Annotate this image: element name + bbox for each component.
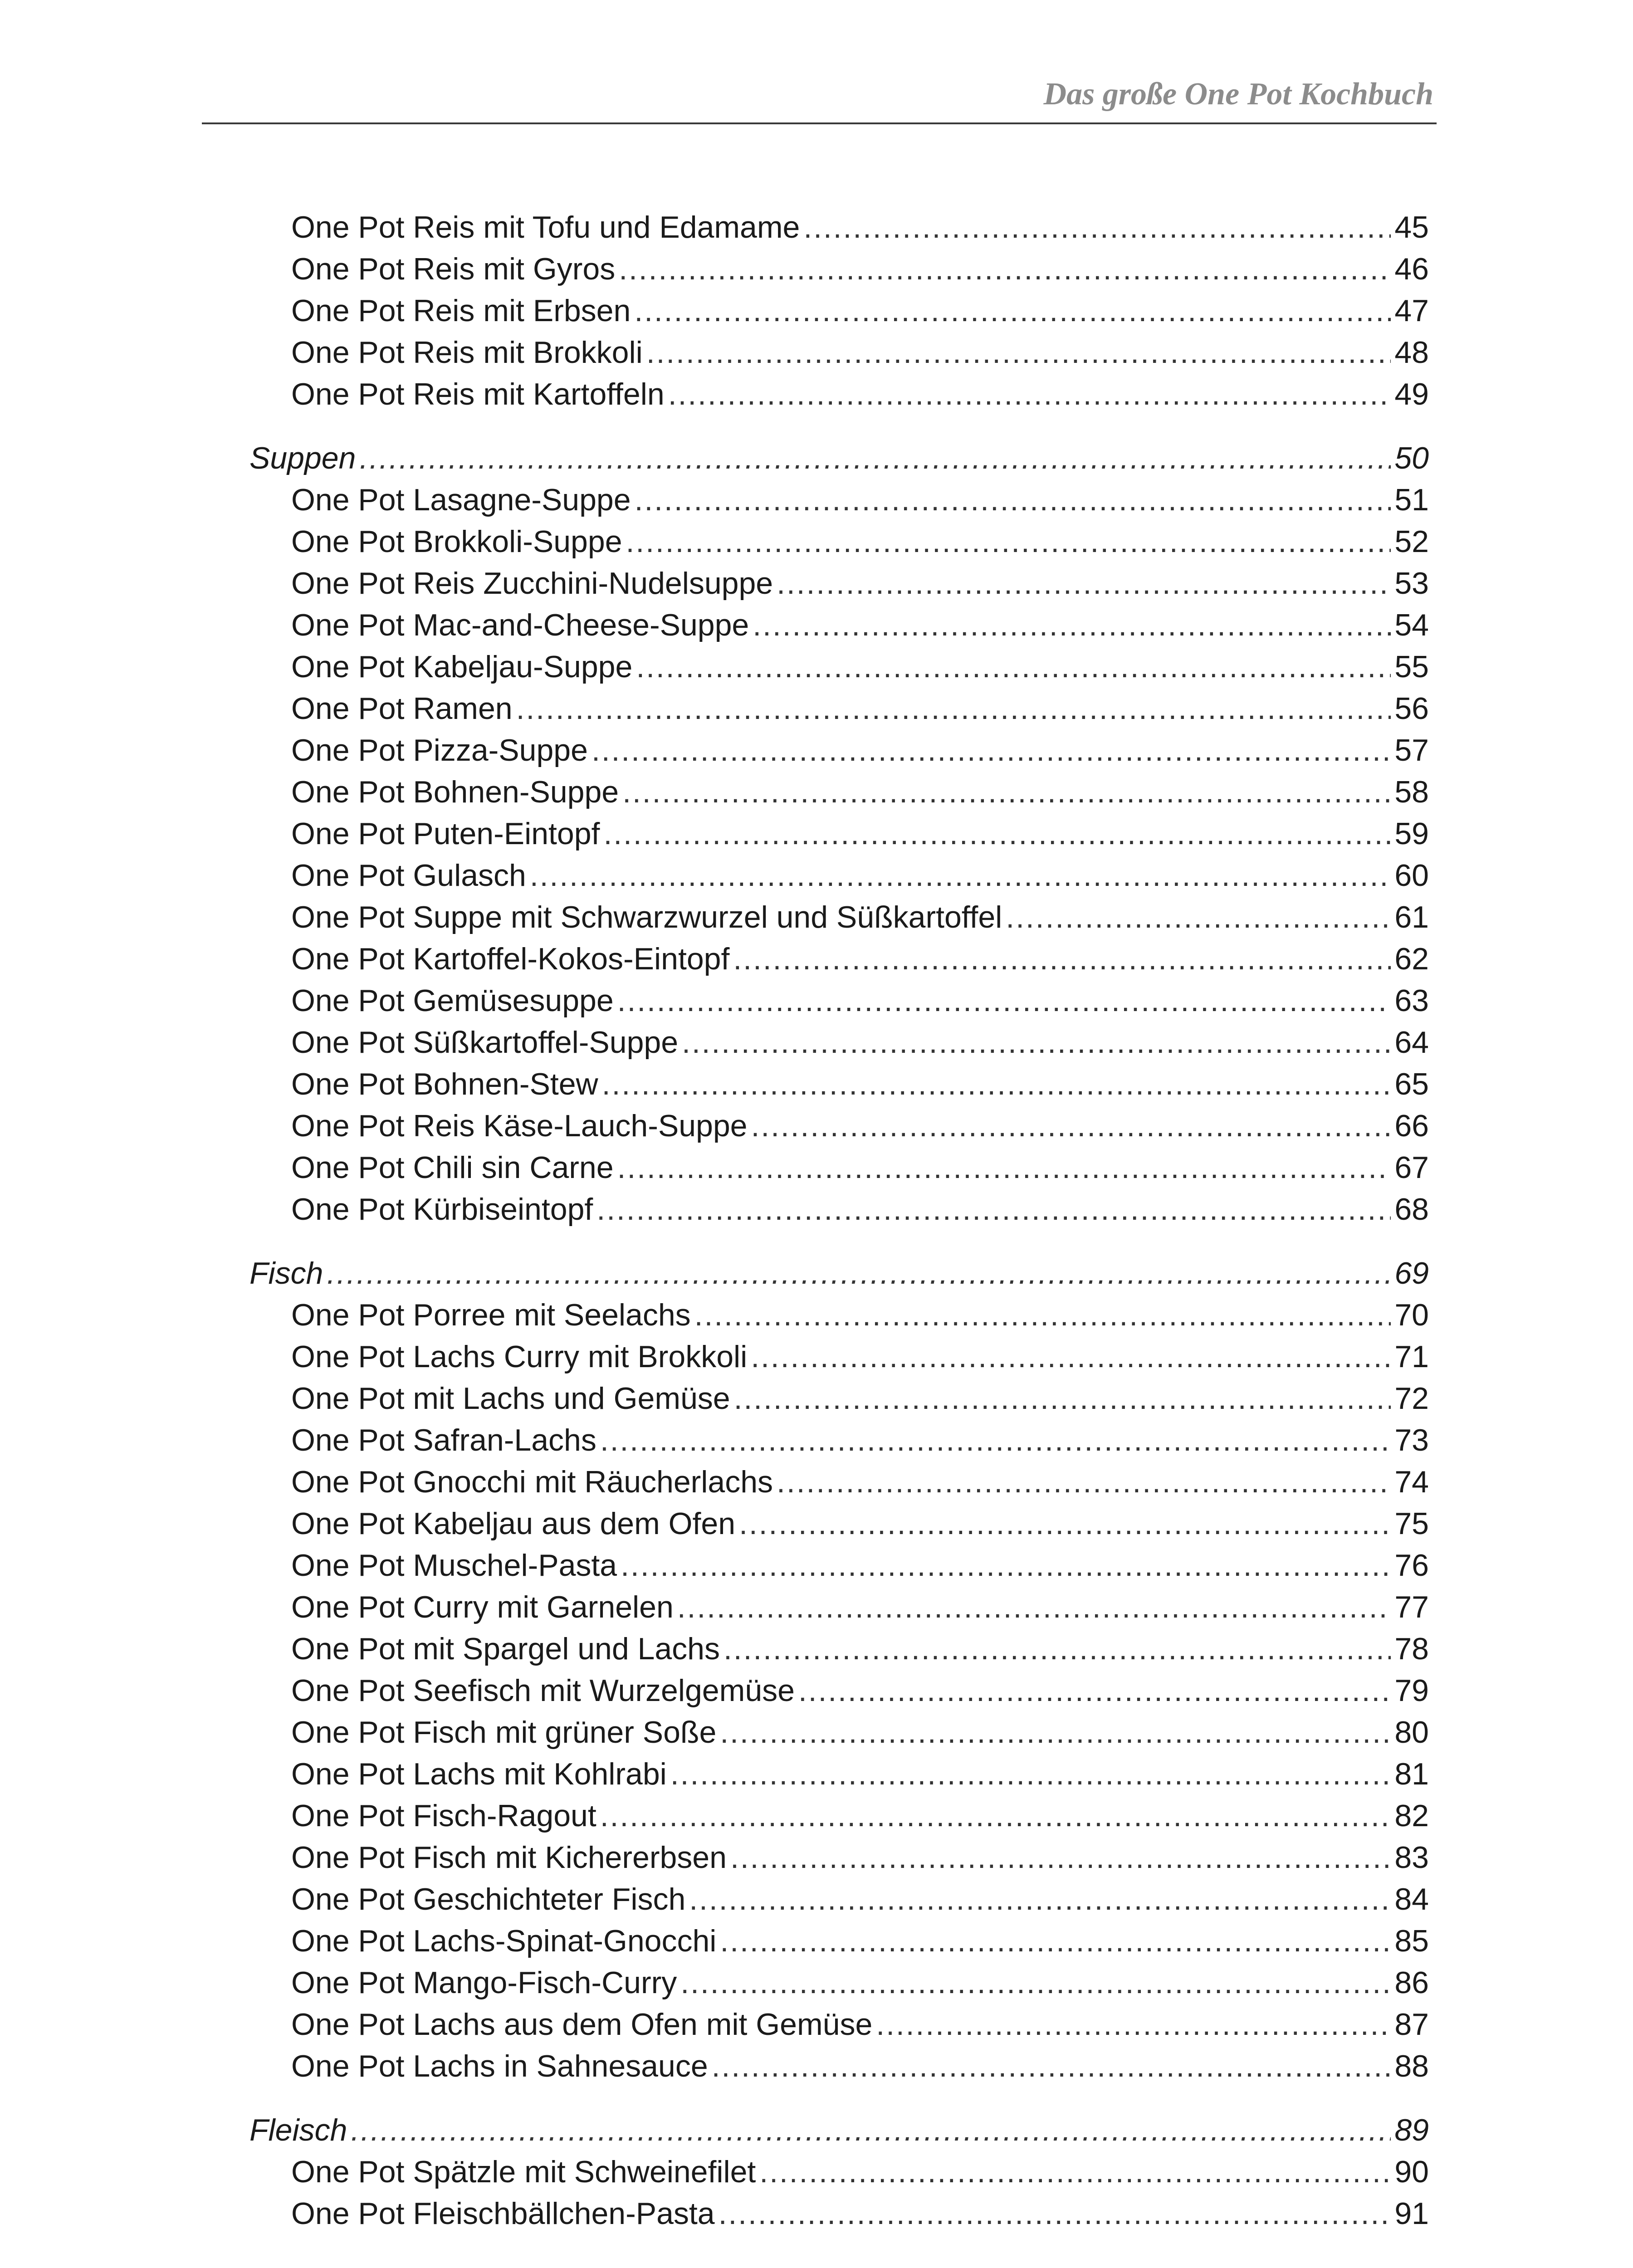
dot-leader	[682, 1022, 1391, 1063]
toc-entry-label: One Pot Fleischbällchen-Pasta	[291, 2196, 715, 2231]
toc-entry-label: One Pot mit Spargel und Lachs	[291, 1632, 720, 1666]
toc-page-number: 75	[1394, 1506, 1429, 1541]
toc-entry-row	[249, 1545, 1429, 1586]
toc-entry-label: One Pot Lachs aus dem Ofen mit Gemüse	[291, 2007, 873, 2042]
toc-entry-label: One Pot Porree mit Seelachs	[291, 1298, 691, 1332]
dot-leader	[712, 2045, 1391, 2087]
toc-entry-label: One Pot Chili sin Carne	[291, 1150, 614, 1185]
toc-section-label: Fleisch	[249, 2113, 347, 2147]
dot-leader	[670, 1753, 1391, 1795]
toc-entry-row	[249, 1188, 1429, 1230]
toc-entry-row	[249, 771, 1429, 813]
toc-entry-row	[249, 1586, 1429, 1628]
dot-leader	[1006, 896, 1391, 938]
toc-entry-label: One Pot Pizza-Suppe	[291, 733, 588, 767]
toc-entry-label: One Pot Reis Käse-Lauch-Suppe	[291, 1109, 748, 1143]
dot-leader	[751, 1336, 1391, 1378]
dot-leader	[777, 562, 1391, 604]
toc-page-number: 77	[1394, 1590, 1429, 1624]
toc-page-number: 53	[1394, 566, 1429, 601]
toc-entry-label: One Pot Lachs Curry mit Brokkoli	[291, 1339, 748, 1374]
toc-page-number: 71	[1394, 1339, 1429, 1374]
toc-page-number: 48	[1394, 335, 1429, 370]
toc-entry-row	[249, 1503, 1429, 1545]
toc-entry-row	[249, 248, 1429, 290]
toc-entry-label: One Pot mit Lachs und Gemüse	[291, 1381, 730, 1416]
toc-entry-row	[249, 2193, 1429, 2234]
dot-leader	[680, 1962, 1391, 2004]
toc-entry-label: One Pot Reis mit Tofu und Edamame	[291, 210, 800, 244]
dot-leader	[635, 479, 1391, 521]
running-header-title: Das große One Pot Kochbuch	[1043, 77, 1433, 112]
toc-entry-label: One Pot Gemüsesuppe	[291, 983, 614, 1018]
dot-leader	[694, 1294, 1391, 1336]
toc-entry-label: One Pot Reis mit Gyros	[291, 252, 616, 286]
toc-entry-row	[249, 562, 1429, 604]
toc-page-number: 78	[1394, 1632, 1429, 1666]
toc-page-number: 68	[1394, 1192, 1429, 1227]
toc-page-number: 50	[1394, 441, 1429, 475]
dot-leader	[351, 2109, 1391, 2151]
toc-entry-label: One Pot Bohnen-Suppe	[291, 775, 619, 809]
toc-entry-row	[249, 2151, 1429, 2193]
toc-page-number: 58	[1394, 775, 1429, 809]
toc-entry-row	[249, 290, 1429, 332]
dot-leader	[359, 437, 1391, 479]
dot-leader	[530, 855, 1391, 896]
toc-page-number: 72	[1394, 1381, 1429, 1416]
toc-entry-label: One Pot Reis mit Kartoffeln	[291, 377, 665, 411]
toc-entry-row	[249, 479, 1429, 521]
toc-entry-label: One Pot Reis Zucchini-Nudelsuppe	[291, 566, 773, 601]
toc-page-number: 79	[1394, 1673, 1429, 1708]
toc-entry-row	[249, 1711, 1429, 1753]
dot-leader	[730, 1837, 1391, 1878]
toc-entry-row	[249, 1920, 1429, 1962]
toc-entry-label: One Pot Ramen	[291, 691, 513, 726]
dot-leader	[600, 1419, 1391, 1461]
toc-page-number: 59	[1394, 816, 1429, 851]
dot-leader	[720, 1711, 1391, 1753]
toc-entry-row	[249, 1628, 1429, 1670]
toc-page-number: 65	[1394, 1067, 1429, 1101]
toc-entry-label: One Pot Safran-Lachs	[291, 1423, 596, 1457]
toc-entry-row	[249, 1670, 1429, 1711]
toc-entry-label: One Pot Lasagne-Suppe	[291, 483, 631, 517]
toc-section-label: Suppen	[249, 441, 356, 475]
toc-page-number: 74	[1394, 1465, 1429, 1499]
toc-entry-row	[249, 1147, 1429, 1188]
toc-entry-row	[249, 2045, 1429, 2087]
toc-page-number: 62	[1394, 942, 1429, 976]
dot-leader	[626, 521, 1391, 562]
toc-page-number: 52	[1394, 524, 1429, 559]
toc-page-number: 55	[1394, 650, 1429, 684]
toc-page-number: 85	[1394, 1924, 1429, 1958]
dot-leader	[596, 1188, 1391, 1230]
dot-leader	[753, 604, 1391, 646]
dot-leader	[617, 980, 1391, 1022]
toc-entry-label: One Pot Fisch-Ragout	[291, 1799, 596, 1833]
toc-entry-label: One Pot Mango-Fisch-Curry	[291, 1965, 677, 2000]
toc-entry-label: One Pot Gulasch	[291, 858, 526, 893]
dot-leader	[603, 813, 1391, 855]
dot-leader	[798, 1670, 1391, 1711]
toc-entry-label: One Pot Bohnen-Stew	[291, 1067, 598, 1101]
toc-entry-row	[249, 1753, 1429, 1795]
toc-page-number: 63	[1394, 983, 1429, 1018]
toc-entry-row	[249, 1063, 1429, 1105]
toc-entry-label: One Pot Kürbiseintopf	[291, 1192, 593, 1227]
dot-leader	[733, 938, 1391, 980]
toc-page-number: 70	[1394, 1298, 1429, 1332]
dot-leader	[759, 2151, 1391, 2193]
toc-page-number: 57	[1394, 733, 1429, 767]
dot-leader	[734, 1378, 1391, 1419]
toc-entry-row	[249, 373, 1429, 415]
toc-page-number: 88	[1394, 2049, 1429, 2083]
dot-leader	[621, 1545, 1391, 1586]
toc-page-number: 81	[1394, 1757, 1429, 1791]
toc-entry-row	[249, 1105, 1429, 1147]
dot-leader	[777, 1461, 1391, 1503]
toc-entry-label: One Pot Muschel-Pasta	[291, 1548, 617, 1583]
dot-leader	[592, 729, 1391, 771]
toc-page-number: 90	[1394, 2155, 1429, 2189]
toc-entry-label: One Pot Kabeljau-Suppe	[291, 650, 633, 684]
toc-entry-label: One Pot Suppe mit Schwarzwurzel und Süßkartoffel	[291, 900, 1002, 934]
toc-page-number: 82	[1394, 1799, 1429, 1833]
toc-section-row	[249, 2109, 1429, 2151]
toc-entry-row	[249, 1336, 1429, 1378]
toc-page-number: 69	[1394, 1256, 1429, 1290]
toc-entry-row	[249, 688, 1429, 729]
toc-entry-row	[249, 855, 1429, 896]
toc-page-number: 51	[1394, 483, 1429, 517]
toc-entry-row	[249, 332, 1429, 373]
toc-entry-label: One Pot Mac-and-Cheese-Suppe	[291, 608, 749, 642]
toc-page-number: 47	[1394, 293, 1429, 328]
toc-page-number: 60	[1394, 858, 1429, 893]
toc-page-number: 61	[1394, 900, 1429, 934]
toc-entry-row	[249, 1795, 1429, 1837]
toc-entry-label: One Pot Puten-Eintopf	[291, 816, 600, 851]
dot-leader	[677, 1586, 1391, 1628]
toc-page-number: 76	[1394, 1548, 1429, 1583]
toc-page-number: 66	[1394, 1109, 1429, 1143]
toc-entry-row	[249, 813, 1429, 855]
toc-entry-row	[249, 980, 1429, 1022]
toc-page-number: 89	[1394, 2113, 1429, 2147]
toc-page-number: 86	[1394, 1965, 1429, 2000]
dot-leader	[739, 1503, 1391, 1545]
dot-leader	[622, 771, 1391, 813]
dot-leader	[327, 1252, 1391, 1294]
toc-entry-label: One Pot Spätzle mit Schweinefilet	[291, 2155, 756, 2189]
toc-page-number: 73	[1394, 1423, 1429, 1457]
toc-entry-row	[249, 1378, 1429, 1419]
dot-leader	[751, 1105, 1391, 1147]
toc-page-number: 84	[1394, 1882, 1429, 1916]
toc-entry-row	[249, 1294, 1429, 1336]
toc-page-number: 46	[1394, 252, 1429, 286]
dot-leader	[516, 688, 1391, 729]
toc-entry-label: One Pot Fisch mit grüner Soße	[291, 1715, 717, 1750]
toc-entry-label: One Pot Kabeljau aus dem Ofen	[291, 1506, 736, 1541]
toc-entry-row	[249, 206, 1429, 248]
dot-leader	[634, 290, 1391, 332]
dot-leader	[619, 248, 1391, 290]
dot-leader	[646, 332, 1391, 373]
dot-leader	[600, 1795, 1391, 1837]
toc-entry-row	[249, 938, 1429, 980]
header-rule	[202, 122, 1437, 124]
toc-entry-row	[249, 521, 1429, 562]
toc-section-label: Fisch	[249, 1256, 323, 1290]
dot-leader	[636, 646, 1391, 688]
toc-entry-label: One Pot Seefisch mit Wurzelgemüse	[291, 1673, 795, 1708]
dot-leader	[689, 1878, 1391, 1920]
toc-entry-label: One Pot Gnocchi mit Räucherlachs	[291, 1465, 773, 1499]
toc-page-number: 49	[1394, 377, 1429, 411]
dot-leader	[719, 2193, 1391, 2234]
toc-entry-label: One Pot Lachs-Spinat-Gnocchi	[291, 1924, 717, 1958]
toc-entry-label: One Pot Fisch mit Kichererbsen	[291, 1840, 727, 1875]
toc-entry-row	[249, 604, 1429, 646]
toc-page-number: 91	[1394, 2196, 1429, 2231]
toc-entry-row	[249, 1419, 1429, 1461]
toc-page-number: 87	[1394, 2007, 1429, 2042]
toc-entry-row	[249, 1022, 1429, 1063]
toc-entry-label: One Pot Süßkartoffel-Suppe	[291, 1025, 679, 1060]
toc-entry-row	[249, 2004, 1429, 2045]
toc-section-row	[249, 437, 1429, 479]
dot-leader	[668, 373, 1391, 415]
toc-entry-row	[249, 1461, 1429, 1503]
toc-entry-label: One Pot Lachs mit Kohlrabi	[291, 1757, 667, 1791]
dot-leader	[876, 2004, 1391, 2045]
dot-leader	[803, 206, 1391, 248]
toc-entry-label: One Pot Curry mit Garnelen	[291, 1590, 674, 1624]
toc-page-number: 67	[1394, 1150, 1429, 1185]
toc-page-number: 83	[1394, 1840, 1429, 1875]
dot-leader	[617, 1147, 1391, 1188]
toc-entry-label: One Pot Brokkoli-Suppe	[291, 524, 622, 559]
toc-entry-label: One Pot Reis mit Brokkoli	[291, 335, 643, 370]
toc-page-number: 45	[1394, 210, 1429, 244]
toc-entry-label: One Pot Reis mit Erbsen	[291, 293, 631, 328]
toc-entry-label: One Pot Lachs in Sahnesauce	[291, 2049, 708, 2083]
toc-entry-row	[249, 1837, 1429, 1878]
toc-entry-row	[249, 1962, 1429, 2004]
toc-page-number: 54	[1394, 608, 1429, 642]
toc-page-number: 64	[1394, 1025, 1429, 1060]
table-of-contents	[249, 206, 1429, 2234]
toc-entry-row	[249, 729, 1429, 771]
toc-entry-label: One Pot Geschichteter Fisch	[291, 1882, 686, 1916]
toc-entry-row	[249, 646, 1429, 688]
toc-page-number: 80	[1394, 1715, 1429, 1750]
toc-entry-label: One Pot Kartoffel-Kokos-Eintopf	[291, 942, 730, 976]
dot-leader	[720, 1920, 1391, 1962]
dot-leader	[724, 1628, 1391, 1670]
toc-page-number: 56	[1394, 691, 1429, 726]
toc-entry-row	[249, 896, 1429, 938]
dot-leader	[602, 1063, 1391, 1105]
toc-entry-row	[249, 1878, 1429, 1920]
toc-section-row	[249, 1252, 1429, 1294]
